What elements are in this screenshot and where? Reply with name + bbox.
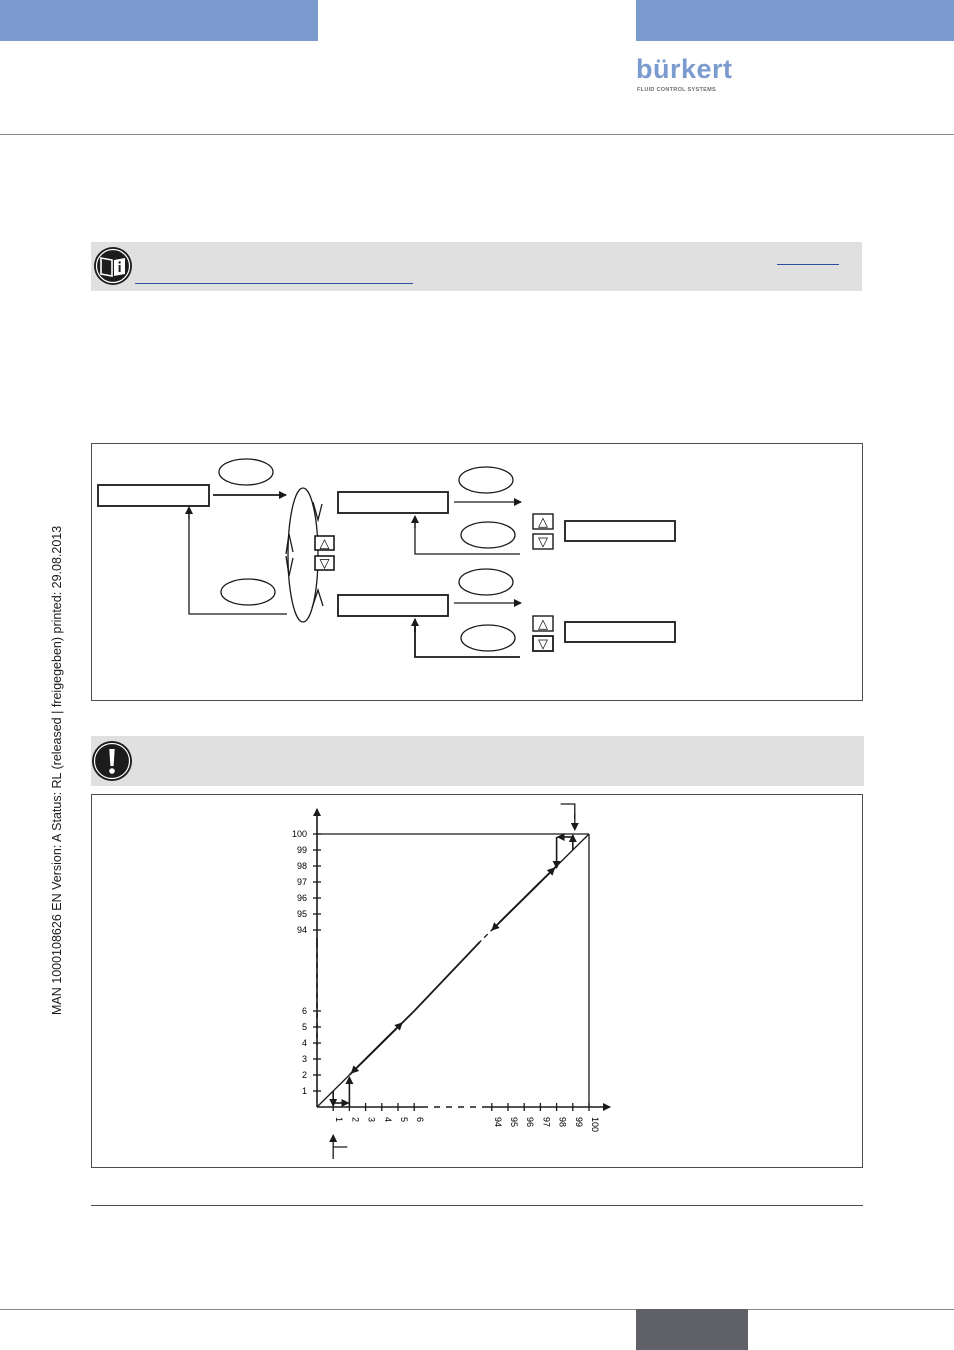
key-ellipse bbox=[461, 625, 515, 651]
footer-rule bbox=[0, 1309, 954, 1310]
curve-arrow bbox=[492, 882, 540, 930]
menu-box-left bbox=[98, 485, 209, 506]
x-tick-label: 94 bbox=[492, 1117, 503, 1128]
print-status-sidebar: MAN 1000108626 EN Version: A Status: RL (released | freigegeben) printed: 29.08.2013 bbox=[50, 525, 64, 1015]
y-tick-label: 2 bbox=[301, 1070, 307, 1080]
x-tick-label: 3 bbox=[366, 1117, 377, 1123]
value-box-top bbox=[565, 521, 675, 541]
menu-box-mid-bottom bbox=[338, 595, 448, 616]
header-rule bbox=[0, 134, 954, 135]
key-ellipse bbox=[221, 579, 275, 605]
x-tick-label: 99 bbox=[573, 1117, 584, 1128]
x-tick-label: 1 bbox=[334, 1117, 345, 1123]
curve-segment bbox=[317, 1091, 333, 1107]
x-tick-label: 100 bbox=[590, 1117, 600, 1133]
y-tick-label: 96 bbox=[296, 893, 307, 903]
y-tick-label: 1 bbox=[301, 1086, 307, 1096]
value-box-bottom bbox=[565, 622, 675, 642]
key-ellipse bbox=[461, 522, 515, 548]
characteristic-chart bbox=[92, 795, 862, 1167]
brand-name: bürkert bbox=[636, 54, 733, 84]
header-bar-right bbox=[636, 0, 954, 41]
menu-diagram bbox=[92, 444, 862, 700]
warning-note bbox=[91, 736, 864, 786]
characteristic-chart-panel bbox=[91, 794, 863, 1168]
key-ellipse bbox=[459, 569, 513, 595]
y-tick-label: 98 bbox=[296, 861, 307, 871]
y-tick-label: 6 bbox=[301, 1006, 307, 1016]
info-note bbox=[91, 242, 862, 291]
curve-segment bbox=[414, 942, 480, 1011]
down-arrow-glyph: ▽ bbox=[538, 636, 548, 651]
y-tick-label: 97 bbox=[296, 877, 307, 887]
x-tick-label: 95 bbox=[509, 1117, 519, 1128]
x-tick-label: 98 bbox=[557, 1117, 568, 1128]
x-tick-label: 5 bbox=[399, 1117, 409, 1123]
brand-logo bbox=[636, 54, 736, 96]
x-tick-label: 6 bbox=[415, 1117, 426, 1123]
up-arrow-glyph: △ bbox=[538, 514, 548, 529]
info-link-underline[interactable] bbox=[777, 264, 839, 265]
key-ellipse bbox=[459, 467, 513, 493]
y-tick-label: 4 bbox=[301, 1038, 307, 1048]
exclamation-icon bbox=[91, 740, 133, 782]
menu-diagram-panel bbox=[91, 443, 863, 701]
footer-page-tab bbox=[636, 1309, 748, 1350]
key-ellipse bbox=[219, 459, 273, 485]
curve-segment bbox=[333, 1075, 349, 1091]
x-tick-label: 2 bbox=[350, 1117, 361, 1123]
down-arrow-glyph: ▽ bbox=[319, 555, 330, 571]
x-tick-label: 97 bbox=[541, 1117, 552, 1128]
y-tick-label: 3 bbox=[301, 1054, 307, 1064]
section-rule bbox=[91, 1205, 863, 1206]
up-arrow-glyph: △ bbox=[538, 616, 548, 631]
y-tick-label: 100 bbox=[291, 829, 307, 839]
curve-arrow bbox=[351, 1023, 402, 1073]
y-tick-label: 94 bbox=[296, 925, 307, 935]
x-tick-label: 96 bbox=[525, 1117, 536, 1128]
callout-leader-bottom bbox=[333, 1147, 347, 1159]
brand-tagline: FLUID CONTROL SYSTEMS bbox=[637, 87, 716, 93]
up-arrow-glyph: △ bbox=[319, 535, 330, 551]
x-tick-label: 4 bbox=[382, 1117, 393, 1123]
callout-leader-top bbox=[561, 804, 575, 819]
info-link-underline-2[interactable] bbox=[135, 283, 413, 284]
header-bar-left bbox=[0, 0, 318, 41]
down-arrow-glyph: ▽ bbox=[538, 534, 548, 549]
y-tick-label: 5 bbox=[301, 1022, 307, 1032]
manual-info-icon bbox=[93, 246, 133, 286]
y-tick-label: 99 bbox=[296, 845, 307, 855]
y-tick-label: 95 bbox=[296, 909, 307, 919]
menu-box-mid-top bbox=[338, 492, 448, 513]
